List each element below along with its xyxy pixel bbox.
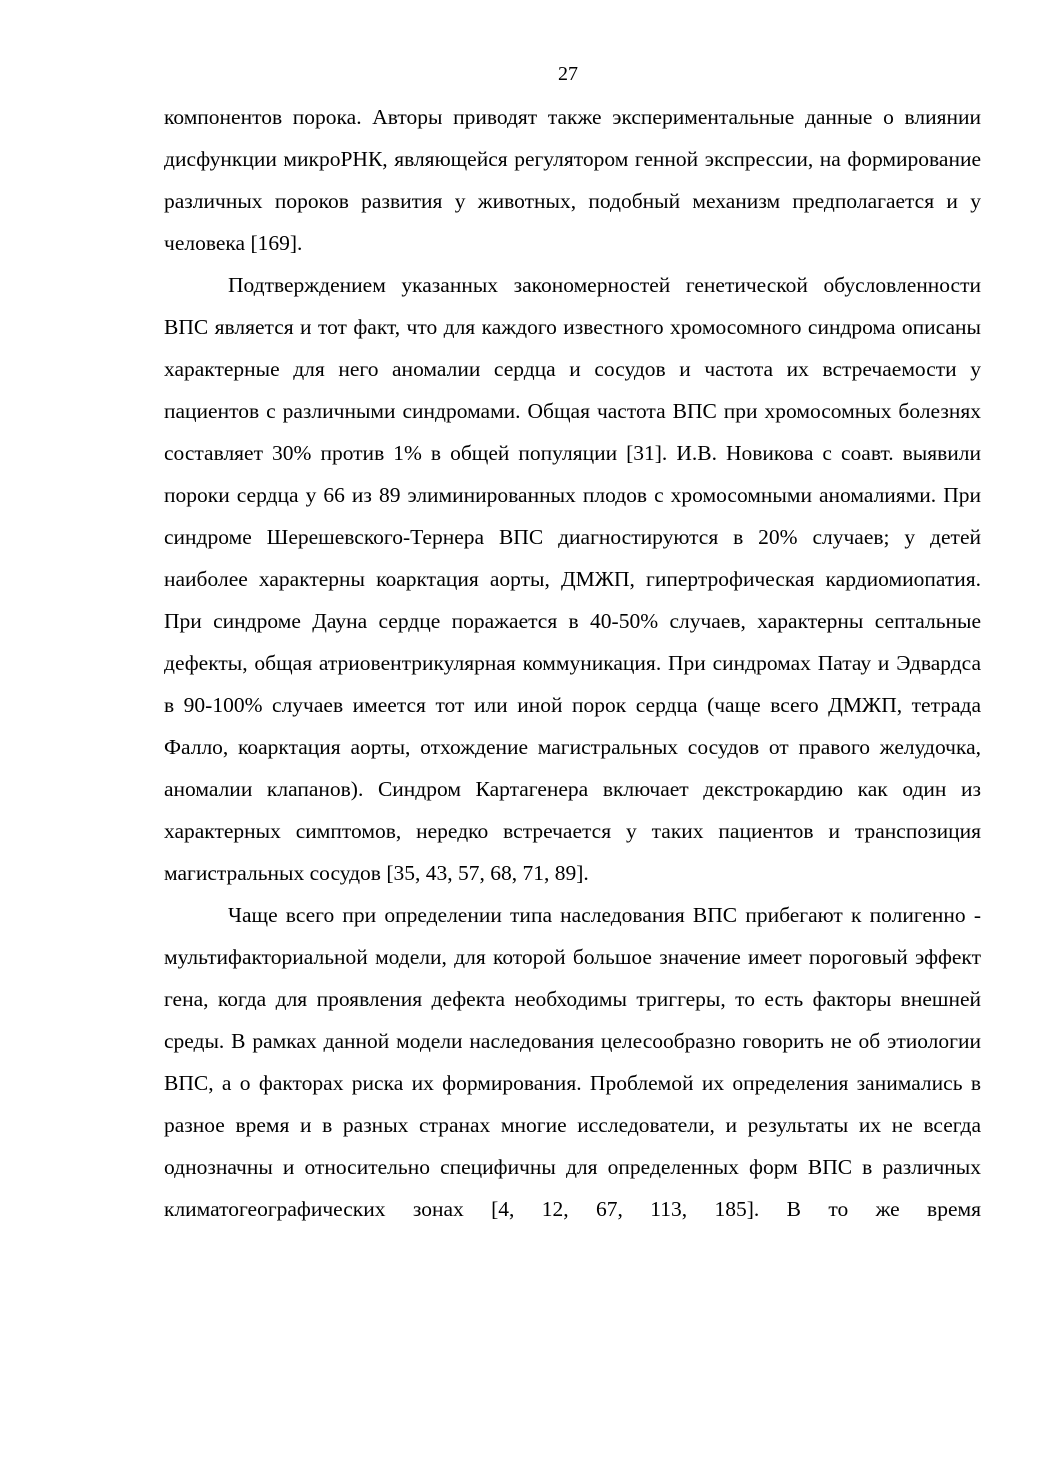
page-number: 27 bbox=[558, 63, 578, 85]
body-text bbox=[164, 96, 981, 1230]
paragraph-3: Чаще всего при определении типа наследования ВПС прибегают к полигенно - мультифакториальной модели, для которой большое значение имеет пороговый эффект гена, когда для проявления дефекта необходимы триггеры, то есть факторы внешней среды. В рамках данной модели наследования целесообразно говорить не об этиологии ВПС, а о факторах риска их формирования. Проблемой их определения занимались в разное время и в разных странах многие исследователи, и результаты их не всегда однозначны и относительно специфичны для определенных форм ВПС в различных климатогеографических зонах [4, 12, 67, 113, 185]. В то же время bbox=[164, 903, 981, 1221]
paragraph-1: компонентов порока. Авторы приводят также экспериментальные данные о влиянии дисфункции микроРНК, являющейся регулятором генной экспрессии, на формирование различных пороков развития у животных, подобный механизм предполагается и у человека [169]. bbox=[164, 105, 981, 255]
paragraph-2: Подтверждением указанных закономерностей генетической обусловленности ВПС является и тот факт, что для каждого известного хромосомного синдрома описаны характерные для него аномалии сердца и сосудов и частота их встречаемости у пациентов с различными синдромами. Общая частота ВПС при хромосомных болезнях составляет 30% против 1% в общей популяции [31]. И.В. Новикова с соавт. выявили пороки сердца у 66 из 89 элиминированных плодов с хромосомными аномалиями. При синдроме Шерешевского-Тернера ВПС диагностируются в 20% случаев; у детей наиболее характерны коарктация аорты, ДМЖП, гипертрофическая кардиомиопатия. При синдроме Дауна сердце поражается в 40-50% случаев, характерны септальные дефекты, общая атриовентрикулярная коммуникация. При синдромах Патау и Эдвардса в 90-100% случаев имеется тот или иной порок сердца (чаще всего ДМЖП, тетрада Фалло, коарктация аорты, отхождение магистральных сосудов от правого желудочка, аномалии клапанов). Синдром Картагенера включает декстрокардию как один из характерных симптомов, нередко встречается у таких пациентов и транспозиция магистральных сосудов [35, 43, 57, 68, 71, 89]. bbox=[164, 273, 981, 885]
